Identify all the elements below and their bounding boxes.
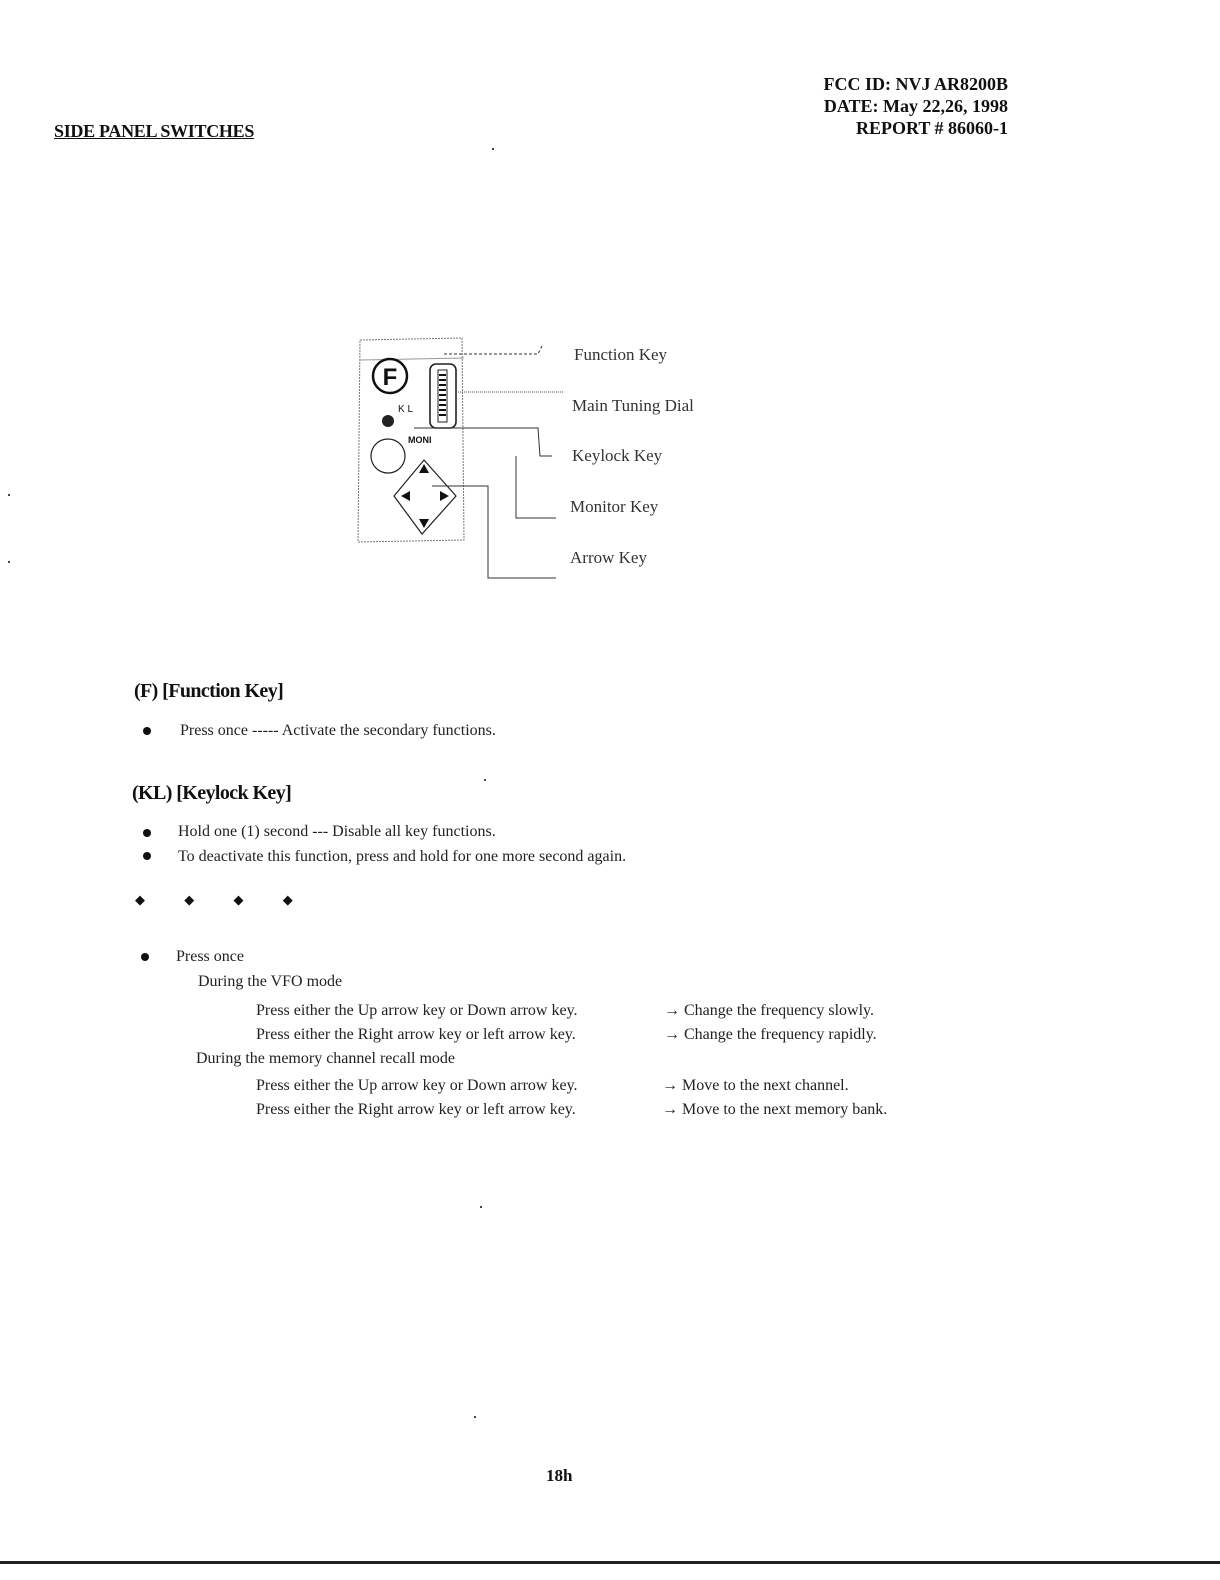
memory-row-action: Press either the Right arrow key or left arrow key. — [256, 1101, 576, 1118]
scan-speck — [480, 1206, 482, 1208]
arrow-key-press-once: Press once — [176, 948, 244, 965]
right-arrow-icon — [440, 491, 449, 501]
scan-speck — [474, 1416, 476, 1418]
scan-speck — [8, 494, 10, 496]
function-key-leader — [444, 346, 542, 354]
up-arrow-icon — [419, 464, 429, 473]
report-number: REPORT # 86060-1 — [855, 118, 1008, 138]
monitor-label: MONI — [408, 435, 432, 445]
callout-monitor-key: Monitor Key — [570, 497, 659, 516]
tuning-dial-knurl — [439, 375, 446, 415]
bullet — [141, 953, 149, 961]
vfo-row-action: Press either the Up arrow key or Down arrow key. — [256, 1002, 578, 1019]
arrow-key-leader — [432, 486, 556, 578]
scan-speck — [8, 561, 10, 563]
scan-speck — [492, 148, 494, 150]
function-key-item: Press once ----- Activate the secondary functions. — [180, 722, 496, 739]
keylock-key-heading: (KL) [Keylock Key] — [132, 782, 292, 804]
down-arrow-icon — [419, 519, 429, 528]
vfo-row-result: → Change the frequency slowly. — [664, 1002, 875, 1019]
bullet — [143, 852, 151, 860]
fcc-id: FCC ID: NVJ AR8200B — [823, 74, 1008, 94]
function-key-glyph: F — [382, 364, 398, 391]
page-title: SIDE PANEL SWITCHES — [54, 121, 255, 141]
side-panel-diagram — [352, 330, 732, 600]
page-number: 18h — [546, 1466, 573, 1485]
memory-row-action: Press either the Up arrow key or Down arrow key. — [256, 1077, 578, 1094]
keylock-key-item: To deactivate this function, press and hold for one more second again. — [178, 848, 627, 865]
function-key-heading: (F) [Function Key] — [134, 680, 284, 702]
monitor-key-circle — [371, 439, 405, 473]
monitor-key-leader — [516, 456, 556, 518]
panel-top-edge — [360, 358, 464, 360]
vfo-row-action: Press either the Right arrow key or left arrow key. — [256, 1026, 576, 1043]
keylock-key-leader — [414, 428, 552, 456]
bottom-rule — [0, 1561, 1220, 1564]
vfo-mode-label: During the VFO mode — [198, 973, 343, 990]
callout-arrow-key: Arrow Key — [570, 548, 647, 567]
vfo-row-result: → Change the frequency rapidly. — [664, 1026, 877, 1043]
callout-keylock-key: Keylock Key — [572, 446, 663, 465]
keylock-key-dot — [382, 415, 394, 427]
report-date: DATE: May 22,26, 1998 — [823, 96, 1008, 116]
scan-speck — [484, 779, 486, 781]
left-arrow-icon — [401, 491, 410, 501]
bullet — [143, 727, 151, 735]
callout-function-key: Function Key — [574, 345, 668, 364]
bullet — [143, 829, 151, 837]
memory-row-result: → Move to the next channel. — [662, 1077, 849, 1094]
memory-mode-label: During the memory channel recall mode — [196, 1050, 456, 1067]
arrow-key-symbols: ◆ ◆ ◆ ◆ — [135, 892, 311, 907]
keylock-label: K L — [398, 404, 414, 415]
memory-row-result: → Move to the next memory bank. — [662, 1101, 888, 1118]
keylock-key-item: Hold one (1) second --- Disable all key functions. — [178, 823, 496, 840]
callout-main-tuning-dial: Main Tuning Dial — [572, 396, 694, 415]
